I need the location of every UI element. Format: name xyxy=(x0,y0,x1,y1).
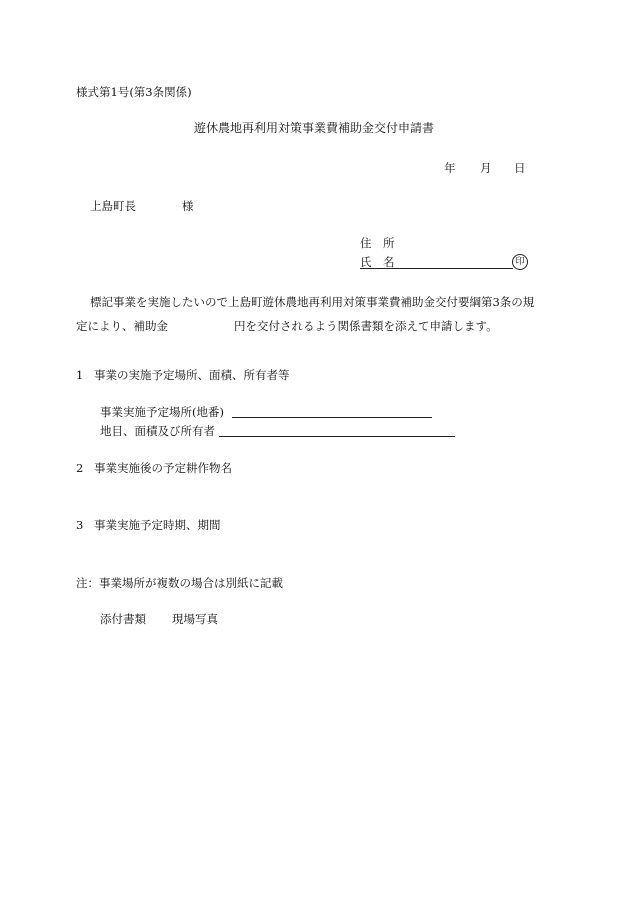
body-line-2 xyxy=(76,314,546,338)
section-1-item-1-line xyxy=(232,417,432,418)
name-underline xyxy=(360,268,513,269)
addressee-name: 上島町長 xyxy=(90,199,136,213)
body-paragraph xyxy=(76,290,546,338)
form-number: 様式第1号(第3条関係) xyxy=(76,85,192,99)
document-title: 遊休農地再利用対策事業費補助金交付申請書 xyxy=(194,121,435,135)
date-month: 月 xyxy=(480,161,492,175)
seal-mark: 印 xyxy=(512,254,528,270)
section-1-number: 1 xyxy=(76,368,84,382)
addressee-honorific: 様 xyxy=(182,199,194,213)
note: 注：事業場所が複数の場合は別紙に記載 xyxy=(76,576,283,590)
section-2-number: 2 xyxy=(76,461,84,475)
address-label: 住 所 xyxy=(360,236,395,250)
section-1-item-2-line xyxy=(219,436,455,437)
date-year: 年 xyxy=(444,161,456,175)
section-3-title: 事業実施予定時期、期間 xyxy=(94,518,221,532)
body-line-2-prefix: 定により、補助金 xyxy=(76,319,168,333)
body-line-1: 標記事業を実施したいので上島町遊休農地再利用対策事業費補助金交付要綱第3条の規 xyxy=(90,295,535,309)
section-1-title: 事業の実施予定場所、面積、所有者等 xyxy=(94,368,290,382)
attachments-label: 添付書類 xyxy=(100,612,146,626)
attachments-value: 現場写真 xyxy=(172,612,218,626)
name-label: 氏 名 xyxy=(360,255,395,269)
section-2-title: 事業実施後の予定耕作物名 xyxy=(94,461,232,475)
body-line-2-suffix: 円を交付されるよう関係書類を添えて申請します。 xyxy=(234,319,498,333)
date-day: 日 xyxy=(514,161,526,175)
section-3-number: 3 xyxy=(76,518,84,532)
section-1-item-1: 事業実施予定場所(地番) xyxy=(100,405,224,419)
section-1-item-2: 地目、面積及び所有者 xyxy=(100,424,215,438)
